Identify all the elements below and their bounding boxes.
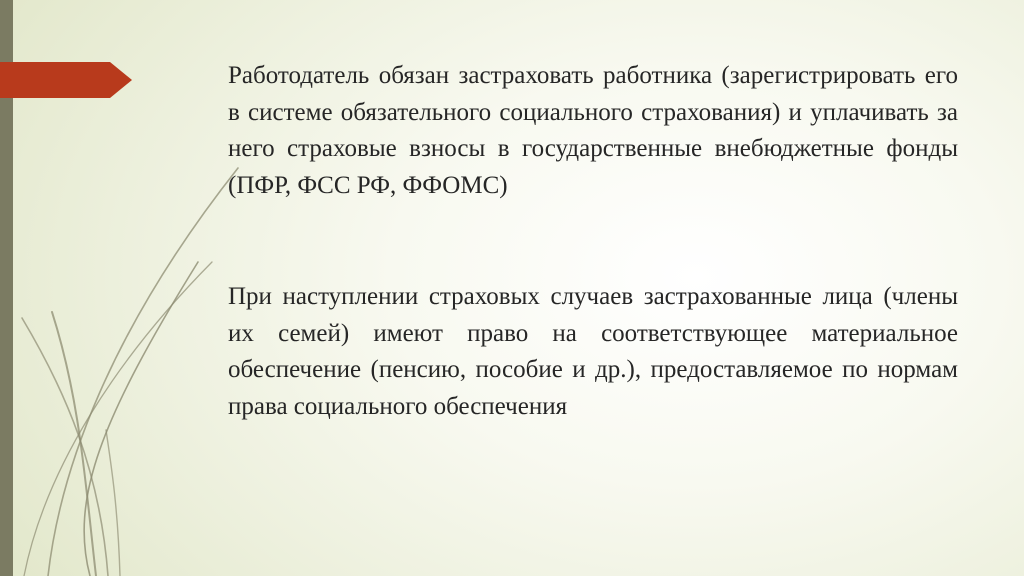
paragraph-insured-rights: При наступлении страховых случаев застрахованные лица (члены их семей) имеют право на соответствующее материальное обеспечение (пенсию, пособие и др.), предоставляемое по нормам права социального обеспечения [228, 283, 958, 420]
arrow-bullet-icon [0, 62, 132, 98]
deco-curve-1 [48, 168, 238, 576]
deco-curve-6 [106, 430, 120, 576]
paragraph-employer-obligation: Работодатель обязан застраховать работника (зарегистрировать его в системе обязательного социального страхования) и уплачивать за него страховые взносы в государственные внебюджетные фонды (ПФР, ФСС РФ, ФФОМС) [228, 62, 958, 199]
slide-body [228, 58, 958, 425]
